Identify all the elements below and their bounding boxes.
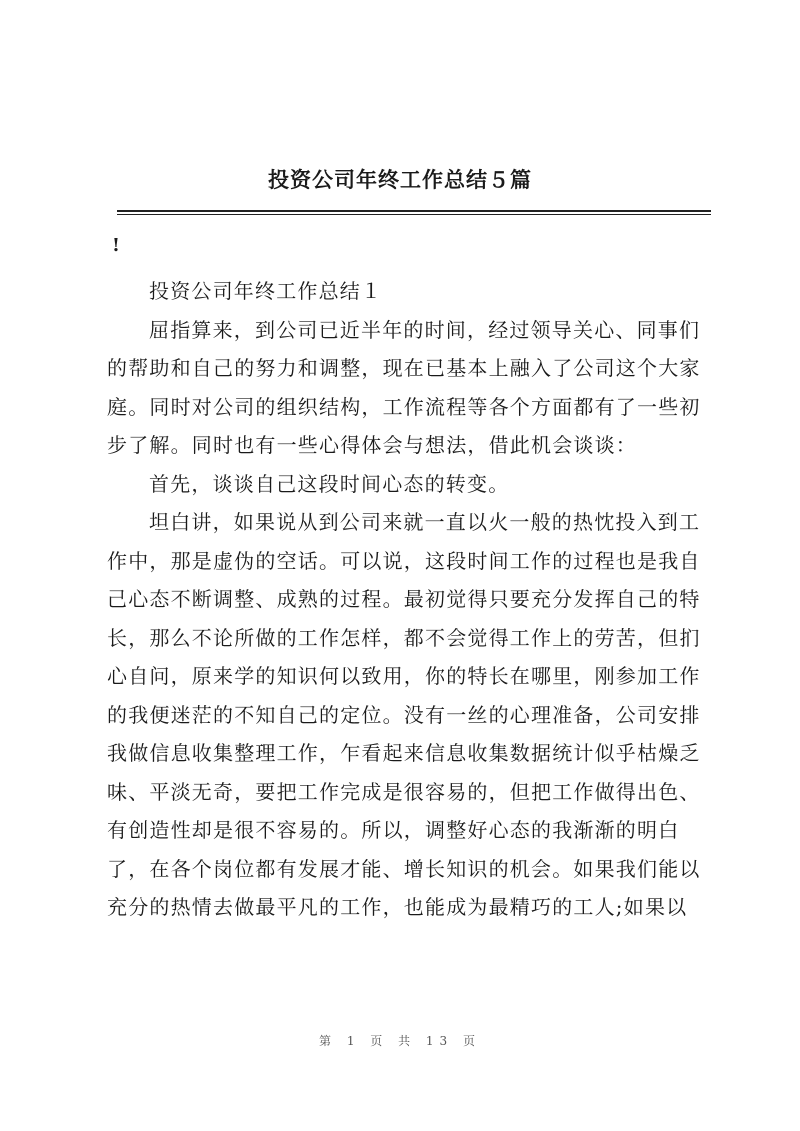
paragraph-line: 味、平淡无奇，要把工作完成是很容易的，但把工作做得出色、 [107, 779, 701, 804]
paragraph-line: 的帮助和自己的努力和调整，现在已基本上融入了公司这个大家 [107, 356, 701, 380]
section-heading: 投资公司年终工作总结１ [149, 279, 383, 303]
paragraph-line: 的我便迷茫的不知自己的定位。没有一丝的心理准备，公司安排 [107, 702, 701, 727]
paragraph-line: 坦白讲，如果说从到公司来就一直以火一般的热忱投入到工 [149, 510, 701, 534]
paragraph-line: 充分的热情去做最平凡的工作，也能成为最精巧的工人;如果以 [107, 895, 688, 919]
paragraph-line: 了，在各个岗位都有发展才能、增长知识的机会。如果我们能以 [107, 856, 701, 881]
paragraph-line: 屈指算来，到公司已近半年的时间，经过领导关心、同事们 [149, 317, 701, 342]
paragraph-line: 庭。同时对公司的组织结构，工作流程等各个方面都有了一些初 [107, 394, 701, 419]
paragraph-line: 我做信息收集整理工作，乍看起来信息收集数据统计似乎枯燥乏 [107, 741, 701, 765]
paragraph-line: 有创造性却是很不容易的。所以，调整好心态的我渐渐的明白 [107, 818, 680, 842]
title-divider [117, 210, 711, 215]
paragraph-line: 步了解。同时也有一些心得体会与想法，借此机会谈谈： [107, 433, 637, 457]
page-footer: 第 1 页 共 13 页 [319, 1034, 481, 1048]
paragraph-line: 首先，谈谈自己这段时间心态的转变。 [149, 471, 510, 496]
paragraph-line: 长，那么不论所做的工作怎样，都不会觉得工作上的劳苦，但扪 [107, 625, 701, 650]
paragraph-line: 心自问，原来学的知识何以致用，你的特长在哪里，刚参加工作 [107, 664, 701, 688]
document-body [107, 272, 709, 927]
paragraph-line: 作中，那是虚伪的空话。可以说，这段时间工作的过程也是我自 [107, 548, 701, 573]
paragraph-line: 己心态不断调整、成熟的过程。最初觉得只要充分发挥自己的特 [107, 587, 701, 611]
document-title: 投资公司年终工作总结５篇 [268, 168, 532, 192]
exclamation-mark: ! [112, 235, 120, 256]
